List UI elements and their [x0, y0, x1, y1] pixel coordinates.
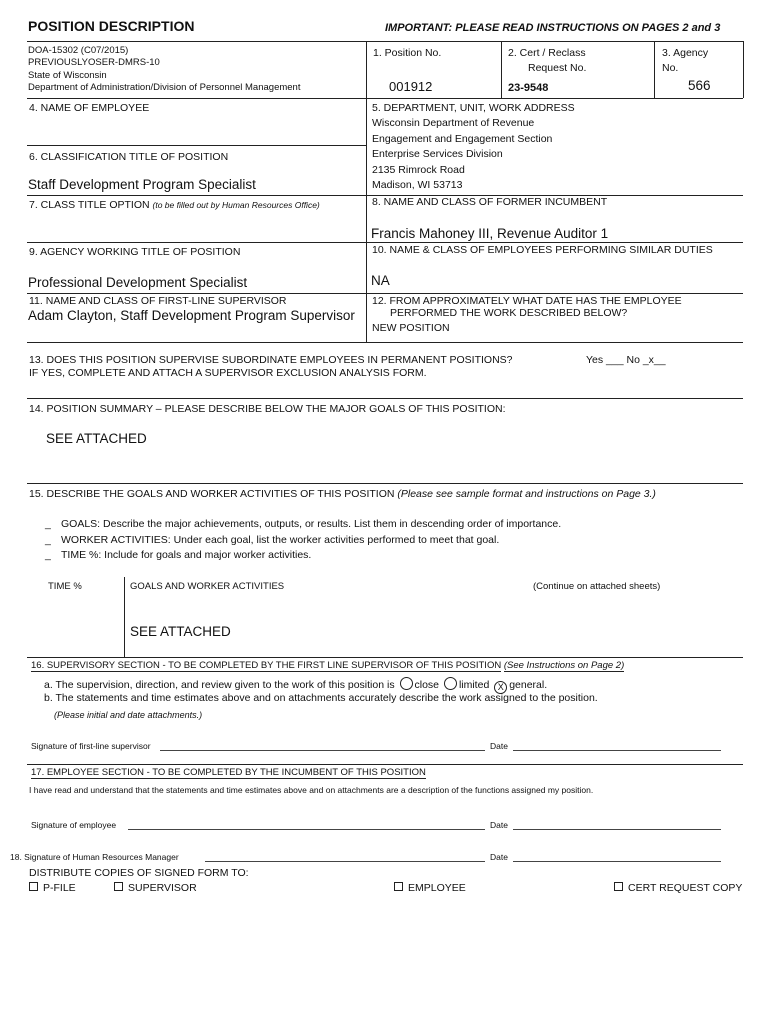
agency-label: 3. Agency [662, 47, 709, 59]
agency-label-2: No. [662, 62, 679, 74]
checkbox-icon [394, 882, 403, 891]
col-goals-header: GOALS AND WORKER ACTIVITIES [130, 581, 285, 592]
employee-copy-label: EMPLOYEE [408, 882, 466, 894]
rule-q17 [27, 764, 743, 765]
q15-value[interactable]: SEE ATTACHED [130, 624, 231, 639]
date-performed-label-2: PERFORMED THE WORK DESCRIBED BELOW? [390, 307, 628, 319]
hr-date-label: Date [490, 852, 508, 862]
supervisor-checkbox[interactable] [114, 882, 197, 894]
department-line[interactable]: Engagement and Engagement Section [372, 133, 553, 145]
supervisor-copy-label: SUPERVISOR [128, 882, 197, 894]
rule-right [743, 41, 744, 98]
rule-top [27, 41, 743, 42]
hr-signature-line[interactable] [205, 861, 485, 862]
rule-center [366, 41, 367, 342]
supervisor-date-line[interactable] [513, 750, 721, 751]
position-no-label: 1. Position No. [373, 47, 442, 59]
rule-q15 [27, 483, 743, 484]
q16-initial-note: (Please initial and date attachments.) [54, 710, 203, 720]
employee-date-label: Date [490, 820, 508, 830]
employee-date-line[interactable] [513, 829, 721, 830]
time-column-divider [124, 577, 125, 657]
classification-title-value[interactable]: Staff Development Program Specialist [28, 177, 256, 192]
cert-request-label: CERT REQUEST COPY [628, 882, 743, 894]
working-title-label: 9. AGENCY WORKING TITLE OF POSITION [29, 246, 241, 258]
class-title-option [29, 199, 320, 211]
distribute-label: DISTRIBUTE COPIES OF SIGNED FORM TO: [29, 867, 249, 879]
department-line[interactable]: Madison, WI 53713 [372, 179, 463, 191]
date-performed-value[interactable]: NEW POSITION [372, 322, 450, 334]
bullet-icon: _ [45, 549, 51, 561]
q16-heading [31, 660, 624, 672]
q13-instruction: IF YES, COMPLETE AND ATTACH A SUPERVISOR EXCLUSION ANALYSIS FORM. [29, 367, 427, 379]
date-performed-label: 12. FROM APPROXIMATELY WHAT DATE HAS THE EMPLOYEE [372, 295, 682, 307]
class-title-option-note: (to be filled out by Human Resources Office) [152, 200, 320, 210]
supervisor-date-label: Date [490, 741, 508, 751]
hr-date-line[interactable] [513, 861, 721, 862]
q15-note: (Please see sample format and instructions on Page 3.) [397, 488, 656, 500]
rule-box12 [501, 41, 502, 98]
q16b-text: b. The statements and time estimates above and on attachments accurately describe the work assigned to the position. [44, 692, 598, 704]
cert-request-checkbox[interactable] [614, 882, 742, 894]
former-incumbent-label: 8. NAME AND CLASS OF FORMER INCUMBENT [372, 196, 608, 208]
q16-label: 16. SUPERVISORY SECTION - TO BE COMPLETED BY THE FIRST LINE SUPERVISOR OF THIS POSITION [31, 660, 502, 671]
cert-reclass-label-2: Request No. [528, 62, 587, 74]
q14-label: 14. POSITION SUMMARY – PLEASE DESCRIBE BELOW THE MAJOR GOALS OF THIS POSITION: [29, 403, 506, 415]
q16a-text: a. The supervision, direction, and review given to the work of this position is [44, 679, 395, 691]
department-line[interactable]: Wisconsin Department of Revenue [372, 117, 535, 129]
rule-q16 [27, 657, 743, 658]
rule-row4 [27, 145, 366, 146]
q15-bullet: TIME %: Include for goals and major worker activities. [61, 549, 312, 561]
working-title-value[interactable]: Professional Development Specialist [28, 275, 248, 290]
checkbox-icon [614, 882, 623, 891]
employee-signature-label: Signature of employee [31, 820, 117, 830]
classification-title-label: 6. CLASSIFICATION TITLE OF POSITION [29, 151, 229, 163]
general-option-label: general. [509, 679, 548, 691]
employee-checkbox[interactable] [394, 882, 466, 894]
q15-bullet: WORKER ACTIVITIES: Under each goal, list the worker activities performed to meet that goal. [61, 534, 500, 546]
cert-reclass-label: 2. Cert / Reclass [508, 47, 586, 59]
supervisor-signature-line[interactable] [160, 750, 485, 751]
department-label: 5. DEPARTMENT, UNIT, WORK ADDRESS [372, 102, 575, 114]
q15-bullet: GOALS: Describe the major achievements, outputs, or results. List them in descending order of importance. [61, 518, 562, 530]
q17-label: 17. EMPLOYEE SECTION - TO BE COMPLETED BY THE INCUMBENT OF THIS POSITION [31, 767, 426, 778]
rule-q14 [27, 398, 743, 399]
pfile-label: P-FILE [43, 882, 76, 894]
hr-signature-label: 18. Signature of Human Resources Manager [10, 852, 179, 862]
q17-statement: I have read and understand that the statements and time estimates above and on attachments are a description of the functions assigned my position. [29, 785, 594, 795]
rule-row10 [27, 293, 743, 294]
position-no-value[interactable]: 001912 [389, 79, 433, 94]
pfile-checkbox[interactable] [29, 882, 76, 894]
department-line[interactable]: 2135 Rimrock Road [372, 164, 465, 176]
q15-label: 15. DESCRIBE THE GOALS AND WORKER ACTIVITIES OF THIS POSITION [29, 488, 395, 500]
q15-heading [29, 488, 656, 500]
rule-row1 [27, 98, 743, 99]
close-option-label: close [414, 679, 440, 691]
similar-duties-value[interactable]: NA [371, 273, 390, 288]
supervisor-signature-label: Signature of first-line supervisor [31, 741, 151, 751]
q13-question: 13. DOES THIS POSITION SUPERVISE SUBORDINATE EMPLOYEES IN PERMANENT POSITIONS? [29, 354, 513, 366]
supervisor-signature-row [31, 741, 151, 751]
col-continue-note: (Continue on attached sheets) [533, 581, 661, 592]
limited-radio[interactable] [444, 677, 457, 690]
q16-note: (See Instructions on Page 2) [503, 660, 625, 671]
checkbox-icon [29, 882, 38, 891]
important-notice: IMPORTANT: PLEASE READ INSTRUCTIONS ON PAGES 2 and 3 [385, 22, 721, 34]
page-title: POSITION DESCRIPTION [28, 18, 195, 34]
form-department: Department of Administration/Division of Personnel Management [28, 82, 301, 93]
former-incumbent-value[interactable]: Francis Mahoney III, Revenue Auditor 1 [371, 226, 609, 241]
similar-duties-label: 10. NAME & CLASS OF EMPLOYEES PERFORMING SIMILAR DUTIES [372, 244, 713, 256]
form-number: DOA-15302 (C07/2015) [28, 45, 129, 56]
close-radio[interactable] [400, 677, 413, 690]
form-previously: PREVIOUSLYOSER-DMRS-10 [28, 57, 160, 68]
rule-row12 [27, 342, 743, 343]
supervisor-value[interactable]: Adam Clayton, Staff Development Program Supervisor [28, 308, 355, 323]
bullet-icon: _ [45, 518, 51, 530]
bullet-icon: _ [45, 534, 51, 546]
employee-name-label: 4. NAME OF EMPLOYEE [29, 102, 150, 114]
department-line[interactable]: Enterprise Services Division [372, 148, 503, 160]
cert-reclass-value[interactable]: 23-9548 [508, 82, 549, 94]
rule-box23 [654, 41, 655, 98]
general-radio-checked[interactable]: X [494, 681, 507, 694]
col-time-header: TIME % [48, 581, 82, 592]
supervisor-label: 11. NAME AND CLASS OF FIRST-LINE SUPERVISOR [29, 295, 287, 307]
form-state: State of Wisconsin [28, 70, 107, 81]
class-title-option-label: 7. CLASS TITLE OPTION [29, 199, 150, 211]
checkbox-icon [114, 882, 123, 891]
rule-row8 [27, 242, 743, 243]
q14-value[interactable]: SEE ATTACHED [46, 431, 147, 446]
agency-value[interactable]: 566 [688, 78, 711, 93]
limited-option-label: limited [458, 679, 490, 691]
employee-signature-line[interactable] [128, 829, 485, 830]
q13-answer[interactable]: Yes ___ No _x__ [586, 354, 666, 366]
